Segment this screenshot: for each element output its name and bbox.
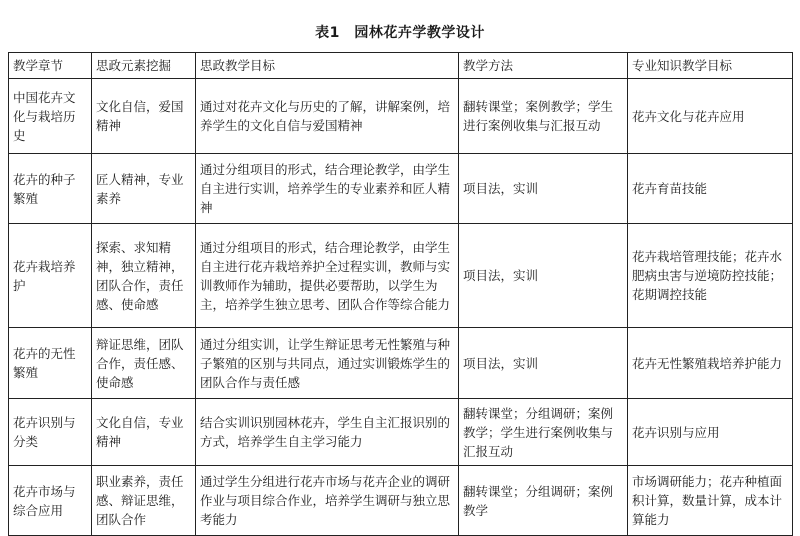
cell-ideology-goals: 结合实训识别园林花卉，学生自主汇报识别的方式，培养学生自主学习能力 xyxy=(196,399,459,466)
cell-chapter: 花卉的种子繁殖 xyxy=(9,154,92,224)
cell-chapter: 花卉栽培养护 xyxy=(9,224,92,328)
cell-ideology-elements: 辩证思维，团队合作，责任感、使命感 xyxy=(92,328,196,399)
table-row xyxy=(9,399,793,466)
cell-professional-goals: 花卉识别与应用 xyxy=(628,399,793,466)
table-caption: 表1 园林花卉学教学设计 xyxy=(315,25,485,41)
cell-teaching-methods: 翻转课堂；分组调研；案例教学；学生进行案例收集与汇报互动 xyxy=(459,399,628,466)
header-teaching-methods: 教学方法 xyxy=(459,53,628,79)
cell-teaching-methods: 翻转课堂；分组调研；案例教学 xyxy=(459,466,628,536)
cell-professional-goals: 花卉无性繁殖栽培养护能力 xyxy=(628,328,793,399)
cell-professional-goals: 市场调研能力；花卉种植面积计算，数量计算，成本计算能力 xyxy=(628,466,793,536)
cell-ideology-goals: 通过学生分组进行花卉市场与花卉企业的调研作业与项目综合作业，培养学生调研与独立思考能力 xyxy=(196,466,459,536)
cell-teaching-methods: 翻转课堂；案例教学；学生进行案例收集与汇报互动 xyxy=(459,79,628,154)
teaching-design-table xyxy=(8,52,793,536)
cell-teaching-methods: 项目法，实训 xyxy=(459,154,628,224)
table-row xyxy=(9,154,793,224)
cell-ideology-goals: 通过分组实训，让学生辩证思考无性繁殖与种子繁殖的区别与共同点，通过实训锻炼学生的团队合作与责任感 xyxy=(196,328,459,399)
cell-ideology-goals: 通过分组项目的形式，结合理论教学，由学生自主进行实训，培养学生的专业素养和匠人精神 xyxy=(196,154,459,224)
cell-teaching-methods: 项目法，实训 xyxy=(459,328,628,399)
cell-chapter: 中国花卉文化与栽培历史 xyxy=(9,79,92,154)
cell-ideology-elements: 探索、求知精神，独立精神，团队合作，责任感、使命感 xyxy=(92,224,196,328)
cell-ideology-goals: 通过分组项目的形式，结合理论教学，由学生自主进行花卉栽培养护全过程实训，教师与实训教师作为辅助，提供必要帮助，以学生为主，培养学生独立思考、团队合作等综合能力 xyxy=(196,224,459,328)
cell-ideology-elements: 匠人精神，专业素养 xyxy=(92,154,196,224)
cell-chapter: 花卉市场与综合应用 xyxy=(9,466,92,536)
cell-teaching-methods: 项目法，实训 xyxy=(459,224,628,328)
header-chapter: 教学章节 xyxy=(9,53,92,79)
table-row xyxy=(9,79,793,154)
cell-chapter: 花卉识别与分类 xyxy=(9,399,92,466)
table-row xyxy=(9,328,793,399)
table-row xyxy=(9,466,793,536)
cell-professional-goals: 花卉文化与花卉应用 xyxy=(628,79,793,154)
table-row xyxy=(9,224,793,328)
cell-ideology-elements: 文化自信，专业精神 xyxy=(92,399,196,466)
header-ideology-goals: 思政教学目标 xyxy=(196,53,459,79)
cell-ideology-goals: 通过对花卉文化与历史的了解，讲解案例，培养学生的文化自信与爱国精神 xyxy=(196,79,459,154)
header-ideology-elements: 思政元素挖掘 xyxy=(92,53,196,79)
cell-chapter: 花卉的无性繁殖 xyxy=(9,328,92,399)
cell-professional-goals: 花卉育苗技能 xyxy=(628,154,793,224)
cell-ideology-elements: 职业素养，责任感、辩证思维，团队合作 xyxy=(92,466,196,536)
cell-ideology-elements: 文化自信，爱国精神 xyxy=(92,79,196,154)
cell-professional-goals: 花卉栽培管理技能；花卉水肥病虫害与逆境防控技能；花期调控技能 xyxy=(628,224,793,328)
header-row xyxy=(9,53,793,79)
header-professional-goals: 专业知识教学目标 xyxy=(628,53,793,79)
